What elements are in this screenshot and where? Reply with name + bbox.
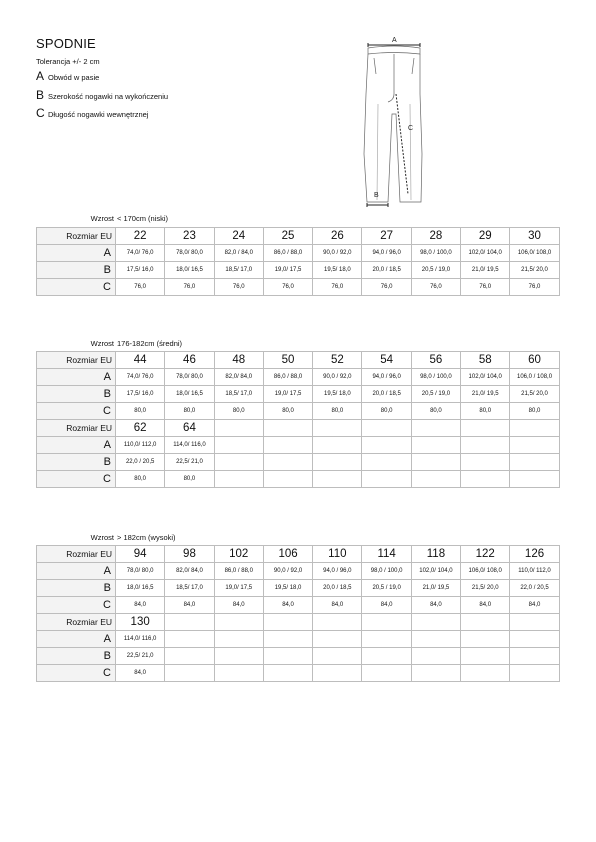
value-cell: 90,0 / 92,0: [263, 563, 312, 580]
table-row: [37, 420, 560, 437]
row-label: B: [37, 262, 116, 279]
empty-cell: [165, 665, 214, 682]
empty-cell: [263, 648, 312, 665]
empty-cell: [411, 420, 460, 437]
empty-cell: [313, 420, 362, 437]
size-cell: 24: [214, 228, 263, 245]
legend-letter: A: [36, 69, 45, 83]
value-cell: 98,0 / 100,0: [411, 369, 460, 386]
row-label: C: [37, 597, 116, 614]
value-cell: 90,0 / 92,0: [313, 245, 362, 262]
table-row: [37, 580, 560, 597]
empty-cell: [411, 665, 460, 682]
row-label: B: [37, 454, 116, 471]
value-cell: 84,0: [116, 597, 165, 614]
value-cell: 76,0: [214, 279, 263, 296]
value-cell: 106,0/ 108,0: [461, 563, 510, 580]
value-cell: 78,0/ 80,0: [116, 563, 165, 580]
value-cell: 82,0/ 84,0: [214, 369, 263, 386]
empty-cell: [461, 648, 510, 665]
value-cell: 80,0: [263, 403, 312, 420]
empty-cell: [313, 437, 362, 454]
empty-cell: [214, 471, 263, 488]
value-cell: 98,0 / 100,0: [411, 245, 460, 262]
size-cell: 26: [313, 228, 362, 245]
empty-cell: [461, 614, 510, 631]
empty-cell: [313, 614, 362, 631]
empty-cell: [461, 437, 510, 454]
value-cell: 22,0 / 20,5: [510, 580, 559, 597]
value-cell: 106,0/ 108,0: [510, 245, 559, 262]
empty-cell: [411, 631, 460, 648]
size-cell: 25: [263, 228, 312, 245]
empty-cell: [510, 648, 559, 665]
height-label-row: [36, 533, 176, 542]
legend-text: Obwód w pasie: [48, 73, 100, 82]
empty-cell: [214, 420, 263, 437]
value-cell: 84,0: [214, 597, 263, 614]
value-cell: 84,0: [116, 665, 165, 682]
value-cell: 18,5/ 17,0: [214, 262, 263, 279]
label-c: C: [408, 125, 414, 132]
value-cell: 80,0: [165, 403, 214, 420]
tolerance-note: Tolerancja +/- 2 cm: [36, 57, 100, 66]
row-label: B: [37, 580, 116, 597]
legend-text: Szerokość nogawki na wykończeniu: [48, 92, 169, 101]
value-cell: 20,0 / 18,5: [362, 386, 411, 403]
size-cell: 106: [263, 546, 312, 563]
table-row: [37, 262, 560, 279]
value-cell: 102,0/ 104,0: [461, 245, 510, 262]
empty-cell: [510, 420, 559, 437]
empty-cell: [411, 614, 460, 631]
height-label: Wzrost: [90, 339, 114, 348]
row-label: A: [37, 631, 116, 648]
empty-cell: [214, 437, 263, 454]
table-row: [37, 352, 560, 369]
value-cell: 80,0: [461, 403, 510, 420]
value-cell: 17,5/ 16,0: [116, 386, 165, 403]
table-row: [37, 631, 560, 648]
value-cell: 90,0 / 92,0: [313, 369, 362, 386]
size-cell: 98: [165, 546, 214, 563]
value-cell: 102,0/ 104,0: [461, 369, 510, 386]
value-cell: 18,5/ 17,0: [214, 386, 263, 403]
empty-cell: [165, 648, 214, 665]
value-cell: 80,0: [116, 403, 165, 420]
row-label: A: [37, 437, 116, 454]
table-row: [37, 369, 560, 386]
value-cell: 78,0/ 80,0: [165, 369, 214, 386]
row-label: C: [37, 471, 116, 488]
height-value: 176-182cm (średni): [117, 339, 183, 348]
row-label: Rozmiar EU: [37, 352, 116, 369]
height-label-row: [36, 214, 168, 223]
value-cell: 94,0 / 96,0: [313, 563, 362, 580]
table-row: [37, 403, 560, 420]
size-cell: 23: [165, 228, 214, 245]
value-cell: 20,5 / 19,0: [362, 580, 411, 597]
value-cell: 22,5/ 21,0: [165, 454, 214, 471]
value-cell: 80,0: [510, 403, 559, 420]
value-cell: 19,5/ 18,0: [313, 262, 362, 279]
height-label: Wzrost: [90, 533, 114, 542]
value-cell: 21,5/ 20,0: [461, 580, 510, 597]
value-cell: 110,0/ 112,0: [116, 437, 165, 454]
size-cell: 50: [263, 352, 312, 369]
row-label: C: [37, 665, 116, 682]
value-cell: 74,0/ 76,0: [116, 245, 165, 262]
value-cell: 22,0 / 20,5: [116, 454, 165, 471]
empty-cell: [263, 471, 312, 488]
value-cell: 84,0: [313, 597, 362, 614]
empty-cell: [214, 614, 263, 631]
empty-cell: [411, 437, 460, 454]
size-cell: 44: [116, 352, 165, 369]
size-cell: 48: [214, 352, 263, 369]
table-row: [37, 228, 560, 245]
row-label: B: [37, 386, 116, 403]
empty-cell: [461, 665, 510, 682]
empty-cell: [362, 420, 411, 437]
table-row: [37, 648, 560, 665]
empty-cell: [214, 648, 263, 665]
size-cell: 54: [362, 352, 411, 369]
empty-cell: [510, 437, 559, 454]
empty-cell: [165, 631, 214, 648]
empty-cell: [313, 471, 362, 488]
legend-item-b: [36, 88, 168, 102]
value-cell: 21,0/ 19,5: [461, 262, 510, 279]
size-cell: 110: [313, 546, 362, 563]
legend-item-c: [36, 106, 148, 120]
row-label: C: [37, 403, 116, 420]
empty-cell: [411, 454, 460, 471]
value-cell: 80,0: [214, 403, 263, 420]
table-row: [37, 614, 560, 631]
value-cell: 76,0: [165, 279, 214, 296]
legend-item-a: [36, 69, 99, 83]
empty-cell: [263, 665, 312, 682]
value-cell: 80,0: [165, 471, 214, 488]
empty-cell: [263, 454, 312, 471]
value-cell: 19,5/ 18,0: [313, 386, 362, 403]
empty-cell: [263, 631, 312, 648]
value-cell: 20,5 / 19,0: [411, 386, 460, 403]
value-cell: 114,0/ 116,0: [116, 631, 165, 648]
table-row: [37, 279, 560, 296]
value-cell: 18,0/ 16,5: [116, 580, 165, 597]
size-cell: 58: [461, 352, 510, 369]
row-label: C: [37, 279, 116, 296]
height-value: > 182cm (wysoki): [117, 533, 176, 542]
row-label: B: [37, 648, 116, 665]
label-a: A: [392, 37, 397, 44]
size-cell: 126: [510, 546, 559, 563]
value-cell: 20,5 / 19,0: [411, 262, 460, 279]
value-cell: 21,0/ 19,5: [411, 580, 460, 597]
value-cell: 84,0: [263, 597, 312, 614]
value-cell: 20,0 / 18,5: [313, 580, 362, 597]
value-cell: 76,0: [362, 279, 411, 296]
table-row: [37, 665, 560, 682]
legend-letter: B: [36, 88, 45, 102]
value-cell: 19,0/ 17,5: [263, 262, 312, 279]
table-row: [37, 437, 560, 454]
value-cell: 18,0/ 16,5: [165, 262, 214, 279]
empty-cell: [411, 648, 460, 665]
height-value: < 170cm (niski): [117, 214, 169, 223]
empty-cell: [362, 631, 411, 648]
row-label: Rozmiar EU: [37, 228, 116, 245]
empty-cell: [461, 471, 510, 488]
height-label-row: [36, 339, 182, 348]
size-cell: 52: [313, 352, 362, 369]
empty-cell: [362, 471, 411, 488]
value-cell: 19,0/ 17,5: [263, 386, 312, 403]
height-label: Wzrost: [90, 214, 114, 223]
value-cell: 20,0 / 18,5: [362, 262, 411, 279]
table-row: [37, 454, 560, 471]
value-cell: 80,0: [362, 403, 411, 420]
value-cell: 22,5/ 21,0: [116, 648, 165, 665]
value-cell: 21,5/ 20,0: [510, 386, 559, 403]
value-cell: 84,0: [411, 597, 460, 614]
value-cell: 21,5/ 20,0: [510, 262, 559, 279]
size-cell: 62: [116, 420, 165, 437]
value-cell: 114,0/ 116,0: [165, 437, 214, 454]
value-cell: 84,0: [510, 597, 559, 614]
size-cell: 64: [165, 420, 214, 437]
value-cell: 84,0: [461, 597, 510, 614]
value-cell: 21,0/ 19,5: [461, 386, 510, 403]
table-row: [37, 386, 560, 403]
value-cell: 17,5/ 16,0: [116, 262, 165, 279]
value-cell: 76,0: [313, 279, 362, 296]
table-row: [37, 471, 560, 488]
size-cell: 22: [116, 228, 165, 245]
empty-cell: [313, 454, 362, 471]
size-cell: 27: [362, 228, 411, 245]
value-cell: 76,0: [263, 279, 312, 296]
value-cell: 98,0 / 100,0: [362, 563, 411, 580]
empty-cell: [313, 665, 362, 682]
value-cell: 74,0/ 76,0: [116, 369, 165, 386]
page-title: SPODNIE: [36, 36, 96, 51]
label-b: B: [374, 192, 379, 199]
size-cell: 60: [510, 352, 559, 369]
empty-cell: [214, 665, 263, 682]
empty-cell: [263, 437, 312, 454]
size-cell: 29: [461, 228, 510, 245]
empty-cell: [214, 631, 263, 648]
table-row: [37, 563, 560, 580]
empty-cell: [461, 420, 510, 437]
value-cell: 84,0: [165, 597, 214, 614]
value-cell: 82,0/ 84,0: [165, 563, 214, 580]
size-table-short: [36, 227, 560, 296]
row-label: A: [37, 369, 116, 386]
row-label: A: [37, 245, 116, 262]
value-cell: 76,0: [461, 279, 510, 296]
empty-cell: [362, 454, 411, 471]
empty-cell: [510, 471, 559, 488]
value-cell: 76,0: [411, 279, 460, 296]
value-cell: 94,0 / 96,0: [362, 369, 411, 386]
value-cell: 84,0: [362, 597, 411, 614]
empty-cell: [510, 665, 559, 682]
table-row: [37, 546, 560, 563]
value-cell: 80,0: [116, 471, 165, 488]
value-cell: 102,0/ 104,0: [411, 563, 460, 580]
size-cell: 28: [411, 228, 460, 245]
trousers-diagram: [358, 34, 430, 210]
table-row: [37, 245, 560, 262]
trousers-icon: [358, 34, 430, 210]
value-cell: 86,0 / 88,0: [263, 369, 312, 386]
empty-cell: [263, 614, 312, 631]
size-cell: 56: [411, 352, 460, 369]
empty-cell: [165, 614, 214, 631]
empty-cell: [411, 471, 460, 488]
row-label: Rozmiar EU: [37, 614, 116, 631]
empty-cell: [263, 420, 312, 437]
size-table-tall: [36, 545, 560, 682]
value-cell: 76,0: [510, 279, 559, 296]
empty-cell: [214, 454, 263, 471]
empty-cell: [510, 614, 559, 631]
value-cell: 78,0/ 80,0: [165, 245, 214, 262]
value-cell: 86,0 / 88,0: [214, 563, 263, 580]
legend-letter: C: [36, 106, 45, 120]
size-cell: 46: [165, 352, 214, 369]
size-table-medium: [36, 351, 560, 488]
value-cell: 110,0/ 112,0: [510, 563, 559, 580]
value-cell: 94,0 / 96,0: [362, 245, 411, 262]
value-cell: 19,0/ 17,5: [214, 580, 263, 597]
empty-cell: [510, 631, 559, 648]
empty-cell: [362, 665, 411, 682]
value-cell: 80,0: [411, 403, 460, 420]
size-cell: 30: [510, 228, 559, 245]
row-label: Rozmiar EU: [37, 546, 116, 563]
value-cell: 106,0 / 108,0: [510, 369, 559, 386]
size-cell: 102: [214, 546, 263, 563]
value-cell: 76,0: [116, 279, 165, 296]
size-cell: 94: [116, 546, 165, 563]
value-cell: 18,0/ 16,5: [165, 386, 214, 403]
row-label: Rozmiar EU: [37, 420, 116, 437]
size-cell: 122: [461, 546, 510, 563]
row-label: A: [37, 563, 116, 580]
table-row: [37, 597, 560, 614]
empty-cell: [362, 437, 411, 454]
value-cell: 18,5/ 17,0: [165, 580, 214, 597]
value-cell: 86,0 / 88,0: [263, 245, 312, 262]
value-cell: 19,5/ 18,0: [263, 580, 312, 597]
empty-cell: [362, 648, 411, 665]
empty-cell: [510, 454, 559, 471]
empty-cell: [362, 614, 411, 631]
value-cell: 82,0 / 84,0: [214, 245, 263, 262]
size-cell: 114: [362, 546, 411, 563]
size-cell: 118: [411, 546, 460, 563]
empty-cell: [461, 454, 510, 471]
empty-cell: [461, 631, 510, 648]
empty-cell: [313, 648, 362, 665]
size-cell: 130: [116, 614, 165, 631]
value-cell: 80,0: [313, 403, 362, 420]
legend-text: Długość nogawki wewnętrznej: [48, 110, 149, 119]
empty-cell: [313, 631, 362, 648]
